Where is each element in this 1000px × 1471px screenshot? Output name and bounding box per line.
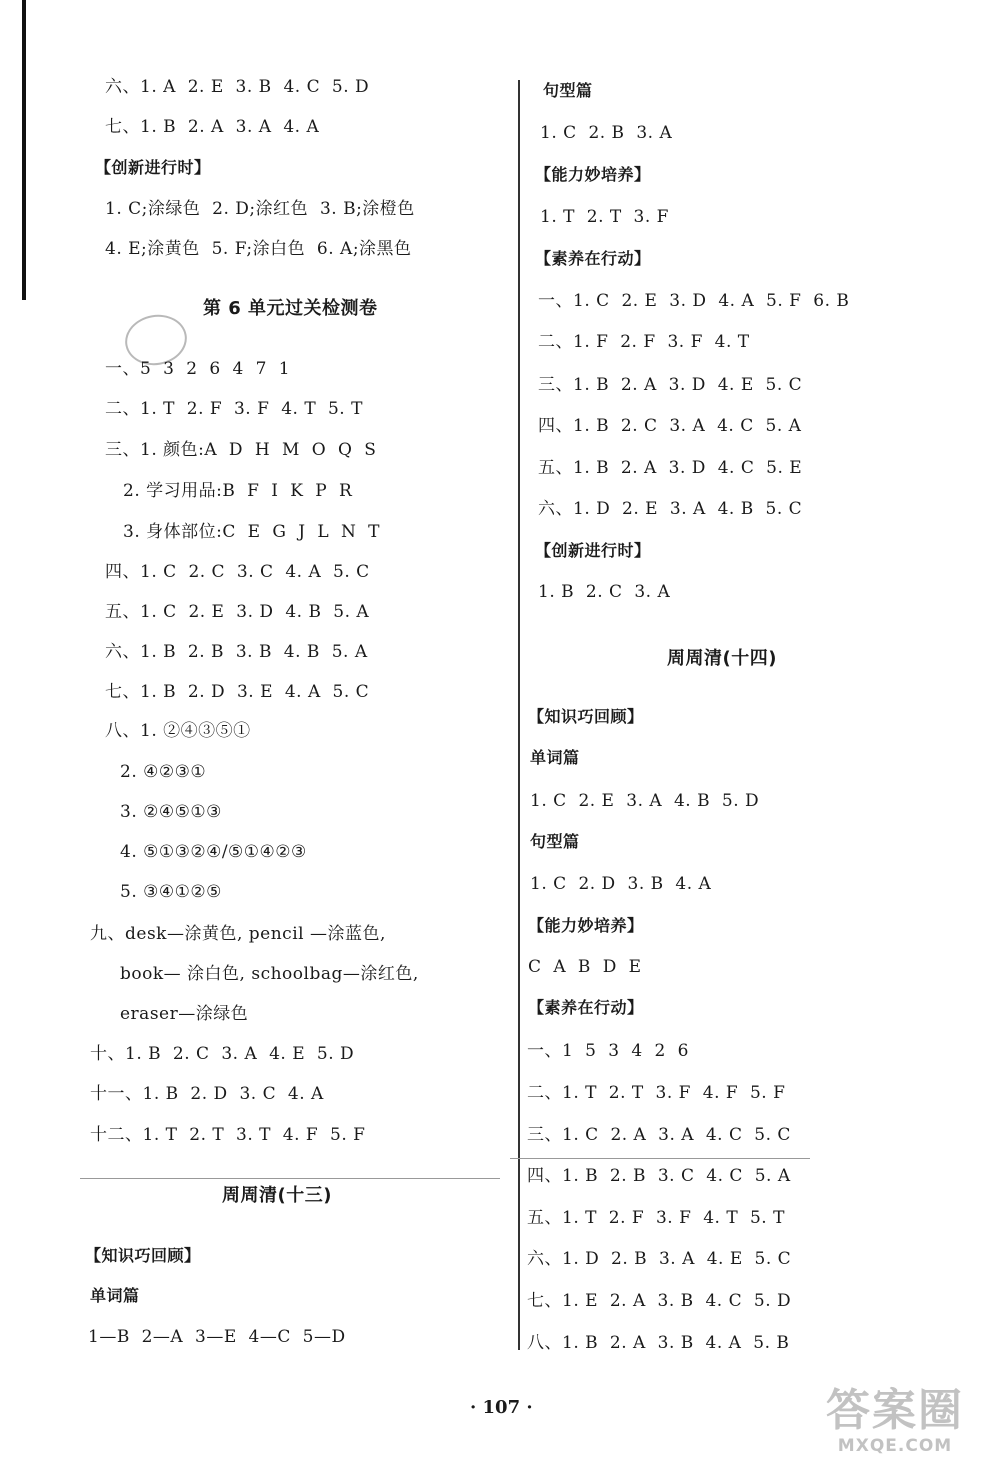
- answer-line: 2. 学习用品:B F I K P R: [123, 481, 353, 501]
- answer-line: 3. 身体部位:C E G J L N T: [123, 522, 381, 542]
- unit-test-title: 第 6 单元过关检测卷: [203, 298, 378, 319]
- answer-line: 1. C 2. D 3. B 4. A: [530, 874, 712, 894]
- page-number: · 107 ·: [470, 1397, 533, 1418]
- answer-line: 六、1. D 2. E 3. A 4. B 5. C: [538, 499, 803, 519]
- answer-line: 二、1. T 2. T 3. F 4. F 5. F: [527, 1083, 786, 1103]
- section-heading: 【创新进行时】: [95, 158, 211, 177]
- answer-line: 九、desk—涂黄色, pencil —涂蓝色,: [90, 924, 386, 944]
- answer-line: 七、1. B 2. D 3. E 4. A 5. C: [105, 682, 370, 702]
- watermark-text: 答案圈: [826, 1385, 964, 1436]
- answer-line: 六、1. A 2. E 3. B 4. C 5. D: [105, 77, 370, 97]
- answer-line: 二、1. T 2. F 3. F 4. T 5. T: [105, 399, 363, 419]
- section-heading: 句型篇: [543, 81, 593, 100]
- section-heading: 【知识巧回顾】: [85, 1246, 201, 1265]
- answer-line: 一、1. C 2. E 3. D 4. A 5. F 6. B: [538, 291, 850, 311]
- answer-line: 五、1. T 2. F 3. F 4. T 5. T: [527, 1208, 785, 1228]
- section-heading: 【创新进行时】: [535, 541, 651, 560]
- answer-line: 四、1. C 2. C 3. C 4. A 5. C: [105, 562, 370, 582]
- answer-line: 八、1. ②④③⑤①: [105, 721, 251, 741]
- weekly-test-title: 周周清(十三): [222, 1185, 332, 1206]
- binding-edge: [22, 0, 26, 300]
- answer-line: 2. ④②③①: [120, 762, 207, 782]
- answer-line: 八、1. B 2. A 3. B 4. A 5. B: [527, 1333, 790, 1353]
- answer-line: C A B D E: [528, 957, 642, 977]
- answer-line: 1. T 2. T 3. F: [540, 207, 669, 227]
- answer-line: eraser—涂绿色: [120, 1004, 249, 1024]
- answer-line: 5. ③④①②⑤: [120, 882, 222, 902]
- answer-line: 五、1. C 2. E 3. D 4. B 5. A: [105, 602, 370, 622]
- answer-line: 五、1. B 2. A 3. D 4. C 5. E: [538, 458, 803, 478]
- separator-line: [510, 1158, 810, 1159]
- answer-line: 4. E;涂黄色 5. F;涂白色 6. A;涂黑色: [105, 239, 412, 259]
- section-heading: 【知识巧回顾】: [528, 707, 644, 726]
- section-heading: 【素养在行动】: [528, 998, 644, 1017]
- answer-line: 三、1. 颜色:A D H M O Q S: [105, 440, 377, 460]
- answer-line: 一、5 3 2 6 4 7 1: [105, 359, 291, 379]
- answer-line: 1. B 2. C 3. A: [538, 582, 671, 602]
- section-heading: 单词篇: [530, 748, 580, 767]
- answer-line: 三、1. C 2. A 3. A 4. C 5. C: [527, 1125, 791, 1145]
- answer-line: 十一、1. B 2. D 3. C 4. A: [90, 1084, 324, 1104]
- section-heading: 【能力妙培养】: [528, 916, 644, 935]
- answer-line: 六、1. B 2. B 3. B 4. B 5. A: [105, 642, 368, 662]
- answer-line: 二、1. F 2. F 3. F 4. T: [538, 332, 750, 352]
- answer-line: 一、1 5 3 4 2 6: [527, 1041, 689, 1061]
- answer-line: 六、1. D 2. B 3. A 4. E 5. C: [527, 1249, 792, 1269]
- section-heading: 单词篇: [90, 1286, 140, 1305]
- section-heading: 句型篇: [530, 832, 580, 851]
- answer-line: 四、1. B 2. B 3. C 4. C 5. A: [527, 1166, 791, 1186]
- weekly-test-title: 周周清(十四): [667, 648, 777, 669]
- answer-line: 1. C;涂绿色 2. D;涂红色 3. B;涂橙色: [105, 199, 415, 219]
- watermark-url: MXQE.COM: [837, 1436, 953, 1456]
- column-divider: [518, 80, 520, 1350]
- answer-line: 3. ②④⑤①③: [120, 802, 222, 822]
- answer-line: 十二、1. T 2. T 3. T 4. F 5. F: [90, 1125, 366, 1145]
- watermark-logo: [810, 1386, 980, 1461]
- answer-line: 十、1. B 2. C 3. A 4. E 5. D: [90, 1044, 355, 1064]
- answer-line: 四、1. B 2. C 3. A 4. C 5. A: [538, 416, 802, 436]
- answer-line: 三、1. B 2. A 3. D 4. E 5. C: [538, 375, 803, 395]
- section-heading: 【能力妙培养】: [535, 165, 651, 184]
- answer-line: book— 涂白色, schoolbag—涂红色,: [120, 964, 419, 984]
- answer-line: 七、1. E 2. A 3. B 4. C 5. D: [527, 1291, 792, 1311]
- answer-line: 1—B 2—A 3—E 4—C 5—D: [88, 1327, 346, 1347]
- answer-line: 七、1. B 2. A 3. A 4. A: [105, 117, 320, 137]
- separator-line: [80, 1178, 500, 1179]
- section-heading: 【素养在行动】: [535, 249, 651, 268]
- answer-line: 1. C 2. B 3. A: [540, 123, 673, 143]
- answer-line: 4. ⑤①③②④/⑤①④②③: [120, 842, 307, 862]
- answer-line: 1. C 2. E 3. A 4. B 5. D: [530, 791, 760, 811]
